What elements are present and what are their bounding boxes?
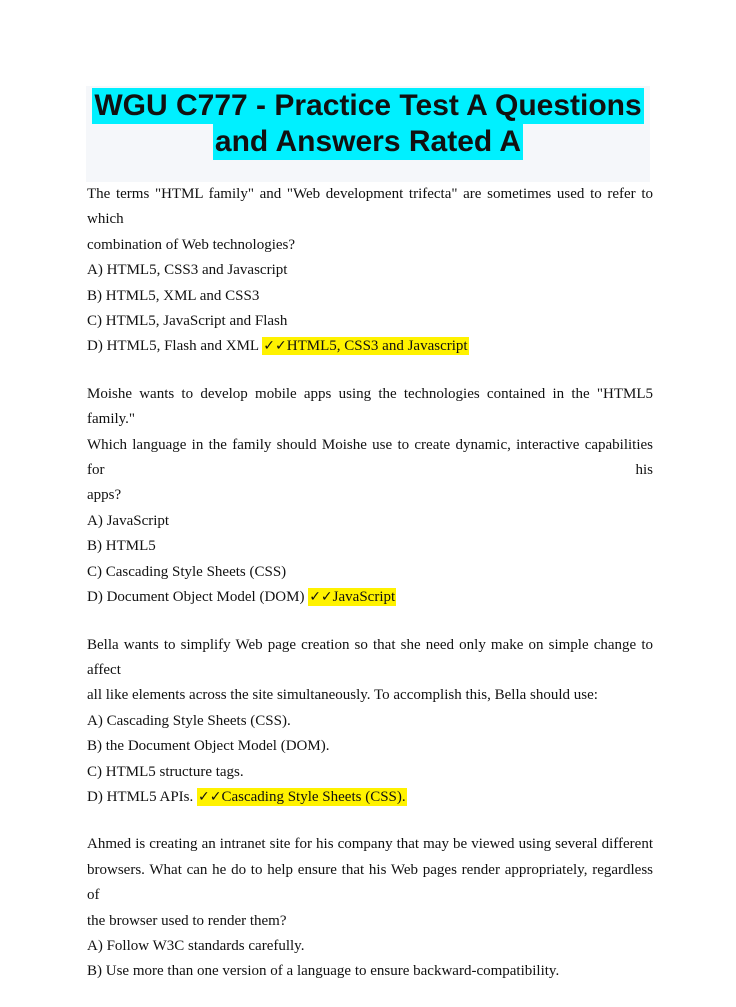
double-check-icon: ✓✓ <box>198 788 222 805</box>
answer-option-b: B) the Document Object Model (DOM). <box>87 738 330 755</box>
answer-option-d: D) Document Object Model (DOM) <box>87 589 305 606</box>
question-stem-line: Ahmed is creating an intranet site for his company that may be viewed using several different <box>87 836 653 853</box>
title-banner <box>86 86 650 182</box>
question-stem-line: the browser used to render them? <box>87 912 287 929</box>
question-stem-line: browsers. What can he do to help ensure that his Web pages render appropriately, regardless of <box>87 861 653 904</box>
answer-option-b: B) HTML5 <box>87 538 156 555</box>
answer-option-a: A) Cascading Style Sheets (CSS). <box>87 712 291 729</box>
question-stem-line: Bella wants to simplify Web page creation so that she need only make on simple change to affect <box>87 636 653 678</box>
question-stem-line: Which language in the family should Moishe use to create dynamic, interactive capabilities for his <box>87 436 653 479</box>
question-stem-line: The terms "HTML family" and "Web development trifecta" are sometimes used to refer to which <box>87 186 653 228</box>
answer-option-d: D) HTML5, Flash and XML <box>87 338 259 355</box>
question-list <box>87 182 653 1007</box>
answer-option-c: C) Cascading Style Sheets (CSS) <box>87 563 287 580</box>
document-title-line-2: and Answers Rated A <box>214 125 522 158</box>
answer-option-d-row <box>87 585 653 610</box>
answer-option-a: A) Follow W3C standards carefully. <box>87 937 305 954</box>
answer-option-d-row <box>87 785 653 810</box>
answer-option-b: B) HTML5, XML and CSS3 <box>87 287 260 304</box>
double-check-icon: ✓✓ <box>263 338 287 355</box>
correct-answer-highlight <box>262 337 468 355</box>
answer-option-d-row <box>87 334 653 359</box>
answer-option-a: A) JavaScript <box>87 512 170 529</box>
question-stem-line: apps? <box>87 487 122 504</box>
question-3 <box>87 633 653 811</box>
question-4 <box>87 832 653 984</box>
question-stem-line: Moishe wants to develop mobile apps using the technologies contained in the "HTML5 family." <box>87 385 653 428</box>
correct-answer-text: HTML5, CSS3 and Javascript <box>286 338 468 355</box>
answer-option-a: A) HTML5, CSS3 and Javascript <box>87 262 288 279</box>
question-1 <box>87 182 653 360</box>
correct-answer-text: Cascading Style Sheets (CSS). <box>221 788 406 805</box>
answer-option-b: B) Use more than one version of a language to ensure backward-compatibility. <box>87 963 560 980</box>
answer-option-d: D) HTML5 APIs. <box>87 788 194 805</box>
correct-answer-highlight <box>197 788 407 806</box>
question-stem-line: combination of Web technologies? <box>87 236 296 253</box>
answer-option-c: C) HTML5, JavaScript and Flash <box>87 313 288 330</box>
double-check-icon: ✓✓ <box>309 589 333 606</box>
correct-answer-text: JavaScript <box>332 589 396 606</box>
question-2 <box>87 382 653 611</box>
correct-answer-highlight <box>308 588 396 606</box>
document-title-line-1: WGU C777 - Practice Test A Questions <box>94 89 642 122</box>
question-stem-line: all like elements across the site simultaneously. To accomplish this, Bella should use: <box>87 687 598 704</box>
answer-option-c: C) HTML5 structure tags. <box>87 763 244 780</box>
